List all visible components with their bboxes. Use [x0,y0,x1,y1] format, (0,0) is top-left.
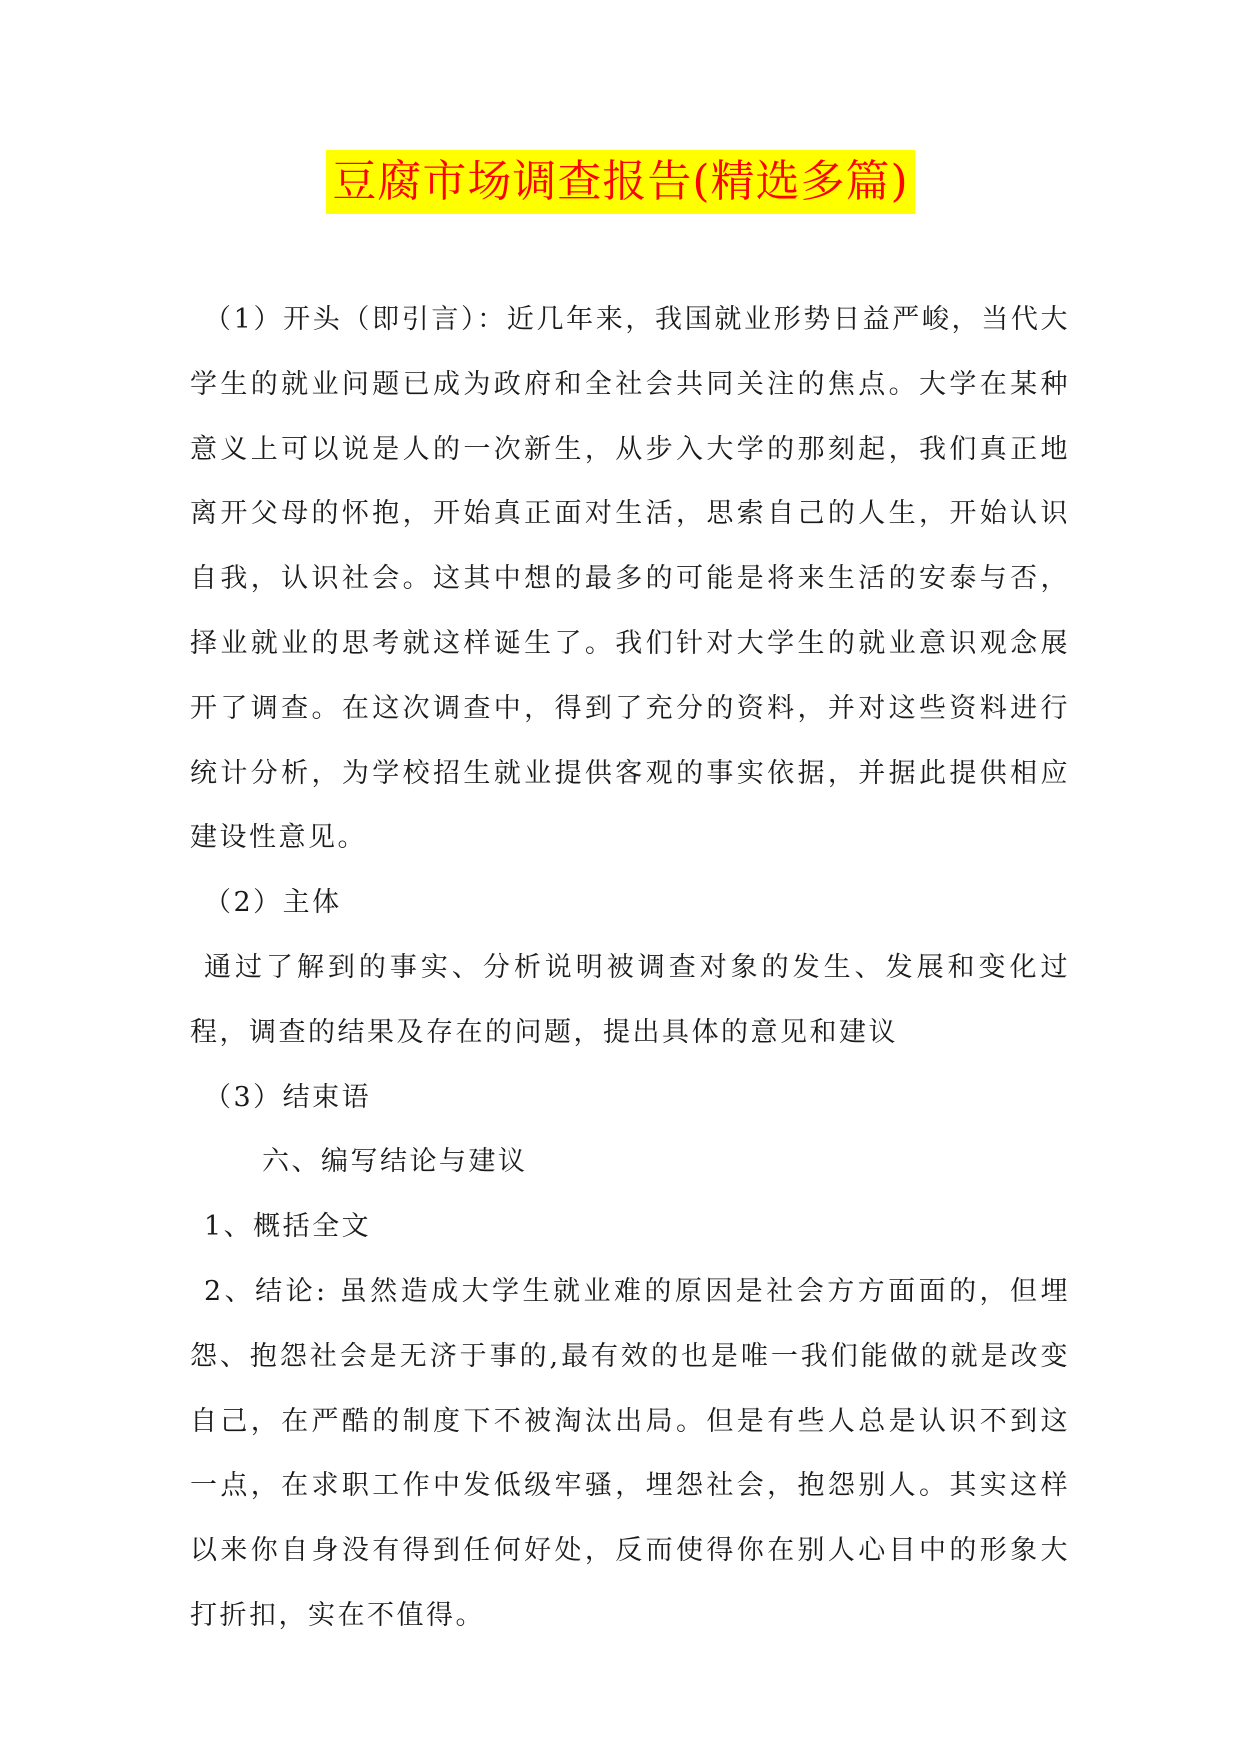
title-container [0,150,1241,214]
document-title: 豆腐市场调查报告(精选多篇) [326,150,914,214]
document-body [190,288,1070,1649]
paragraph-summary: 1、概括全文 [204,1211,372,1243]
paragraph-main-body: 通过了解到的事实、分析说明被调查对象的发生、发展和变化过程，调查的结果及存在的问题，提出具体的意见和建议 [190,951,1070,1048]
paragraph-introduction: （1）开头（即引言）：近几年来，我国就业形势日益严峻，当代大学生的就业问题已成为政府和全社会共同关注的焦点。大学在某种意义上可以说是人的一次新生，从步入大学的那刻起，我们真正地离开父母的怀抱，开始真正面对生活，思索自己的人生，开始认识自我，认识社会。这其中想的最多的可能是将来生活的安泰与否，择业就业的思考就这样诞生了。我们针对大学生的就业意识观念展开了调查。在这次调查中，得到了充分的资料，并对这些资料进行统计分析，为学校招生就业提供客观的事实依据，并据此提供相应建设性意见。 [190,304,1070,854]
paragraph-conclusion-heading: （3）结束语 [204,1081,372,1113]
paragraph-main-body-heading: （2）主体 [204,887,342,919]
paragraph-conclusion: 2、结论: 虽然造成大学生就业难的原因是社会方方面面的，但埋怨、抱怨社会是无济于事的,最有效的也是唯一我们能做的就是改变自己，在严酷的制度下不被淘汰出局。但是有些人总是认识不到这一点，在求职工作中发低级牢骚，埋怨社会，抱怨别人。其实这样以来你自身没有得到任何好处，反而使得你在别人心目中的形象大打折扣，实在不值得。 [190,1275,1070,1631]
section-heading-six: 六、编写结论与建议 [262,1146,528,1178]
